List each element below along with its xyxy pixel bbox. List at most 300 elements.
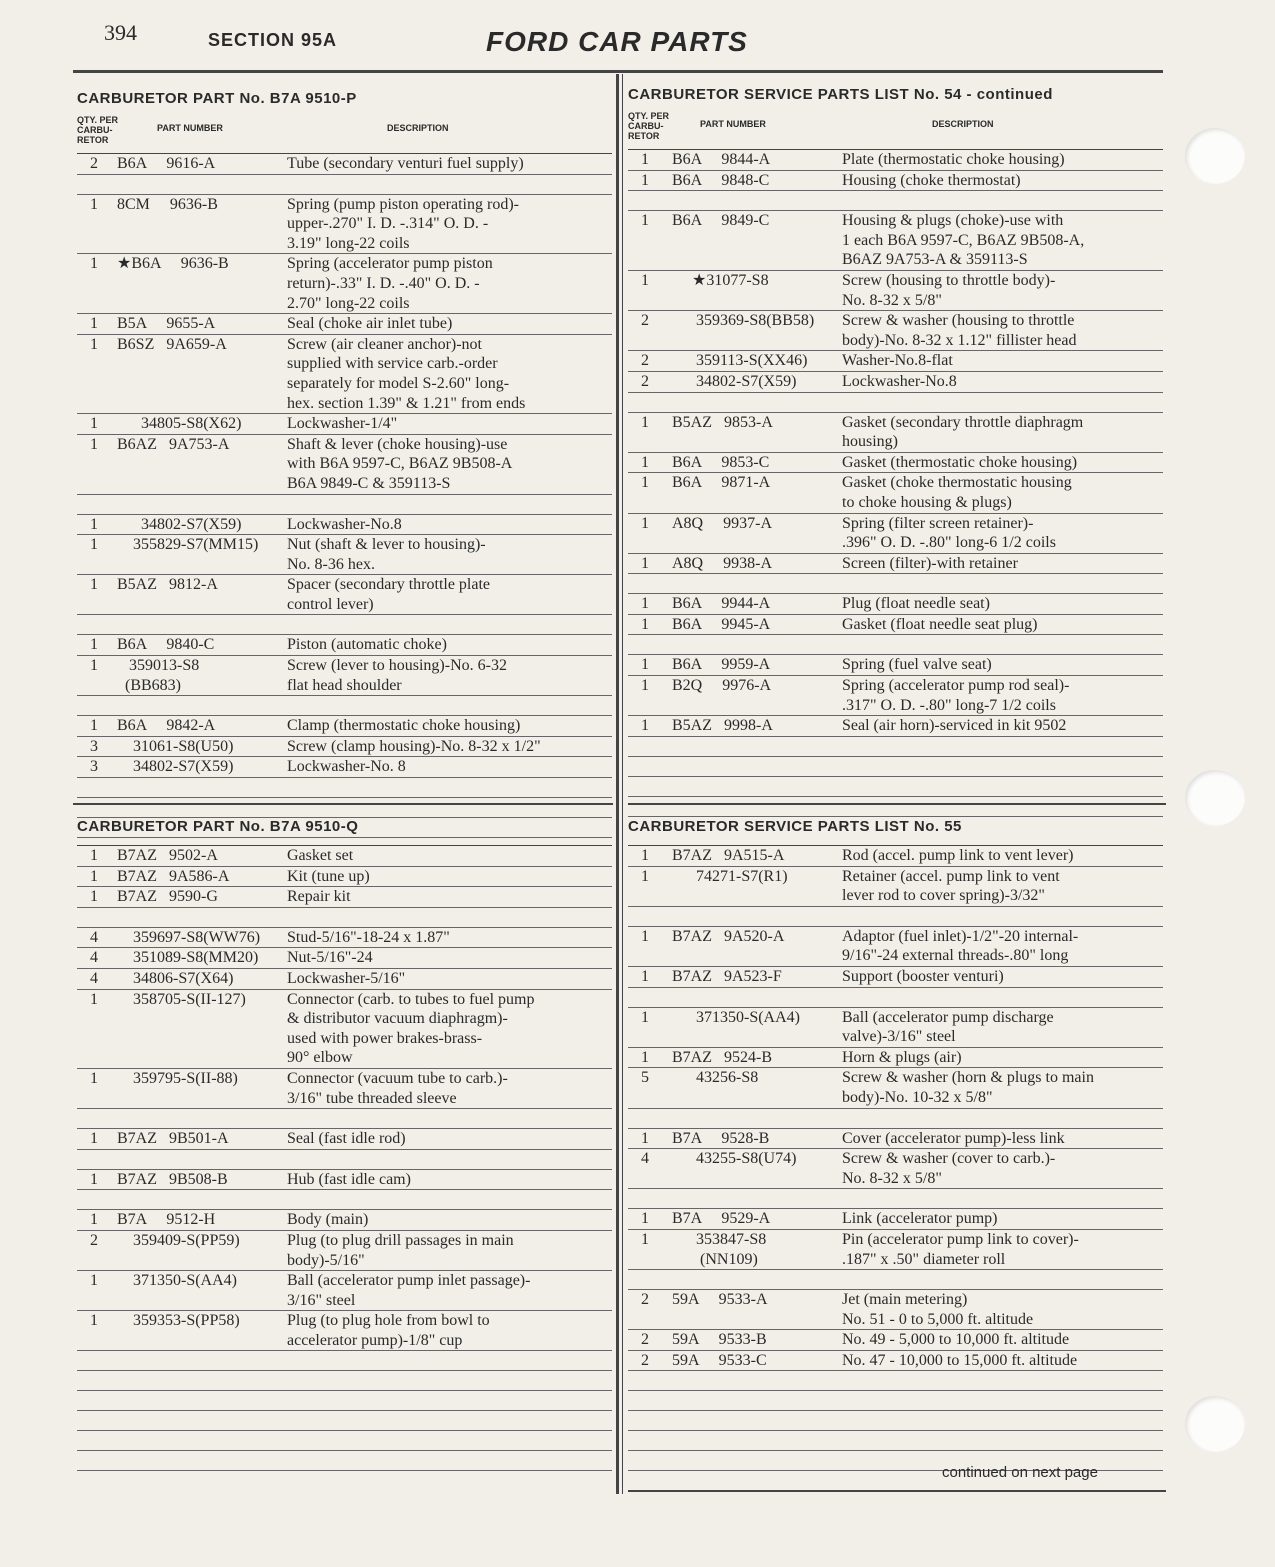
qty-cell: 1 <box>90 1312 98 1330</box>
blank-row <box>628 797 1163 817</box>
qty-cell: 1 <box>641 514 649 532</box>
part-number-cell: B6A 9849-C <box>672 212 770 230</box>
part-number-cell: B6A 9842-A <box>117 717 216 735</box>
table-row <box>77 515 612 536</box>
table-row <box>628 1330 1163 1351</box>
section-label: SECTION 95A <box>208 30 338 50</box>
qty-cell: 1 <box>641 212 649 230</box>
bottom-rule <box>628 1490 1166 1492</box>
description-cell: Clamp (thermostatic choke housing) <box>287 717 521 735</box>
binder-hole <box>1185 1396 1245 1452</box>
part-number-cell: 59A 9533-C <box>672 1351 767 1369</box>
part-number-cell: ★31077-S8 <box>672 271 769 289</box>
table-row <box>77 535 612 575</box>
part-number-cell: B6A 9945-A <box>672 615 771 633</box>
description-cell: Screw (lever to housing)-No. 6-32 flat head shoulder <box>287 657 507 694</box>
part-number-cell: 359113-S(XX46) <box>672 352 808 370</box>
table-row <box>628 1351 1163 1372</box>
qty-cell: 3 <box>90 737 98 755</box>
description-cell: Spring (fuel valve seat) <box>842 656 992 674</box>
blank-row <box>628 635 1163 655</box>
description-cell: Pin (accelerator pump link to cover)- .187" x .50" diameter roll <box>842 1230 1079 1268</box>
part-number-cell: 359353-S(PP58) <box>117 1312 240 1330</box>
table-row <box>628 1008 1163 1048</box>
table-row <box>77 757 612 778</box>
table-row <box>77 635 612 656</box>
description-cell: Screw (clamp housing)-No. 8-32 x 1/2" <box>287 737 541 755</box>
blank-row <box>628 1391 1163 1411</box>
binder-hole <box>1185 128 1245 184</box>
blank-row <box>628 777 1163 797</box>
qty-cell: 1 <box>90 990 98 1008</box>
description-cell: Screw & washer (horn & plugs to main body)-No. 10-32 x 5/8" <box>842 1069 1094 1106</box>
qty-cell: 1 <box>90 415 98 433</box>
description-cell: Lockwasher-No.8 <box>842 372 957 390</box>
qty-cell: 1 <box>90 1170 98 1188</box>
description-cell: Rod (accel. pump link to vent lever) <box>842 847 1074 864</box>
description-cell: No. 49 - 5,000 to 10,000 ft. altitude <box>842 1331 1070 1349</box>
qty-cell: 4 <box>90 928 98 946</box>
qty-cell: 1 <box>90 195 98 213</box>
part-number-cell: 43256-S8 <box>672 1069 759 1087</box>
blank-row <box>628 988 1163 1008</box>
part-number-cell: B5AZ 9998-A <box>672 717 773 735</box>
description-cell: Lockwasher-No.8 <box>287 515 402 533</box>
part-number-cell: 34802-S7(X59) <box>672 372 797 390</box>
table-row <box>77 1210 612 1231</box>
qty-cell: 1 <box>90 435 98 453</box>
table-row <box>628 473 1163 513</box>
parts-table <box>628 845 1163 1471</box>
qty-cell: 1 <box>90 867 98 885</box>
parts-table <box>77 845 612 1471</box>
qty-cell: 1 <box>90 888 98 906</box>
description-cell: Screen (filter)-with retainer <box>842 554 1018 572</box>
column-header <box>77 113 612 154</box>
part-number-cell: B6A 9944-A <box>672 595 771 613</box>
part-number-cell: B6A 9848-C <box>672 171 770 189</box>
description-cell: Shaft & lever (choke housing)-use with B6A 9597-C, B6AZ 9B508-A B6A 9849-C & 359113-S <box>287 435 513 492</box>
part-number-cell: 359409-S(PP59) <box>117 1231 240 1249</box>
qty-cell: 1 <box>641 1230 649 1248</box>
table-row <box>628 655 1163 676</box>
table-row <box>77 948 612 969</box>
blank-row <box>628 1189 1163 1209</box>
description-cell: Retainer (accel. pump link to vent lever rod to cover spring)-3/32" <box>842 867 1060 905</box>
blank-row <box>628 907 1163 927</box>
part-number-cell: 359697-S8(WW76) <box>117 928 261 946</box>
part-number-cell: B7AZ 9A523-F <box>672 967 782 985</box>
description-cell: Body (main) <box>287 1211 369 1229</box>
description-cell: Link (accelerator pump) <box>842 1210 998 1228</box>
description-cell: Gasket (choke thermostatic housing to choke housing & plugs) <box>842 474 1072 511</box>
part-number-cell: B6A 9853-C <box>672 453 770 471</box>
binder-hole <box>1185 770 1245 826</box>
description-cell: Plug (to plug hole from bowl to accelerator pump)-1/8" cup <box>287 1312 490 1349</box>
part-number-cell: B6A 9959-A <box>672 656 771 674</box>
qty-cell: 1 <box>90 315 98 333</box>
blank-row <box>628 1411 1163 1431</box>
part-number-cell: B7AZ 9502-A <box>117 847 218 864</box>
table-row <box>628 676 1163 716</box>
blank-row <box>77 175 612 195</box>
part-number-cell: B7A 9528-B <box>672 1129 770 1147</box>
description-cell: Piston (automatic choke) <box>287 636 447 654</box>
blank-row <box>628 1371 1163 1391</box>
part-number-cell: 355829-S7(MM15) <box>117 536 259 554</box>
table-row <box>628 1230 1163 1270</box>
description-cell: Lockwasher-No. 8 <box>287 758 406 776</box>
description-cell: Ball (accelerator pump inlet passage)- 3/16" steel <box>287 1272 531 1309</box>
qty-cell: 1 <box>641 413 649 431</box>
part-number-cell: 359013-S8 (BB683) <box>125 657 200 694</box>
qty-cell: 1 <box>641 927 649 945</box>
description-cell: Connector (vacuum tube to carb.)- 3/16" tube threaded sleeve <box>287 1069 508 1107</box>
qty-cell: 2 <box>641 1291 649 1309</box>
description-cell: Seal (air horn)-serviced in kit 9502 <box>842 717 1067 735</box>
page-title: FORD CAR PARTS <box>486 26 748 57</box>
table-row <box>77 928 612 949</box>
part-number-header: PART NUMBER <box>157 123 223 133</box>
part-number-cell: 31061-S8(U50) <box>117 737 234 755</box>
description-cell: Nut (shaft & lever to housing)- No. 8-36 hex. <box>287 536 486 573</box>
table-row <box>77 887 612 908</box>
qty-cell: 1 <box>90 536 98 554</box>
blank-row <box>77 615 612 635</box>
qty-cell: 1 <box>641 453 649 471</box>
part-number-cell: B6A 9616-A <box>117 155 216 172</box>
part-number-cell: 371350-S(AA4) <box>117 1272 237 1290</box>
qty-cell: 1 <box>90 515 98 533</box>
qty-header: QTY. PER CARBU- RETOR <box>77 115 119 145</box>
table-row <box>77 1170 612 1191</box>
qty-cell: 1 <box>90 657 98 675</box>
blank-row <box>628 393 1163 413</box>
description-cell: Screw (housing to throttle body)- No. 8-32 x 5/8" <box>842 271 1056 309</box>
qty-cell: 1 <box>641 554 649 572</box>
qty-cell: 2 <box>641 1351 649 1369</box>
qty-cell: 1 <box>90 1130 98 1148</box>
part-number-cell: B6AZ 9A753-A <box>117 435 230 453</box>
table-row <box>628 1129 1163 1150</box>
qty-cell: 2 <box>90 1231 98 1249</box>
description-cell: Ball (accelerator pump discharge valve)-3/16" steel <box>842 1008 1054 1046</box>
table-row <box>77 1069 612 1109</box>
description-cell: Horn & plugs (air) <box>842 1048 962 1066</box>
qty-cell: 1 <box>90 636 98 654</box>
description-cell: Screw & washer (housing to throttle body)-No. 8-32 x 1.12" fillister head <box>842 312 1077 349</box>
section-title: CARBURETOR SERVICE PARTS LIST No. 55 <box>628 818 962 835</box>
description-cell: Nut-5/16"-24 <box>287 949 373 967</box>
table-row <box>77 716 612 737</box>
part-number-cell: B7AZ 9A520-A <box>672 927 785 945</box>
table-row <box>628 615 1163 636</box>
description-cell: Spring (accelerator pump rod seal)- .317" O. D. -.80" long-7 1/2 coils <box>842 677 1070 714</box>
blank-row <box>77 1391 612 1411</box>
blank-row <box>628 191 1163 211</box>
page-number: 394 <box>104 20 137 45</box>
description-cell: Spring (pump piston operating rod)- upper-.270" I. D. -.314" O. D. - 3.19" long-22 coils <box>287 195 519 252</box>
qty-cell: 1 <box>641 867 649 885</box>
table-row <box>628 171 1163 192</box>
description-cell: Tube (secondary venturi fuel supply) <box>287 155 524 172</box>
description-cell: Repair kit <box>287 888 351 906</box>
part-number-cell: ★B6A 9636-B <box>117 255 229 273</box>
part-number-cell: B7AZ 9B508-B <box>117 1170 228 1188</box>
description-header: DESCRIPTION <box>932 119 994 129</box>
part-number-cell: 358705-S(II-127) <box>117 990 246 1008</box>
description-cell: No. 47 - 10,000 to 15,000 ft. altitude <box>842 1351 1078 1369</box>
blank-row <box>77 778 612 798</box>
description-cell: Stud-5/16"-18-24 x 1.87" <box>287 928 450 946</box>
description-cell: Hub (fast idle cam) <box>287 1170 411 1188</box>
qty-cell: 2 <box>90 155 98 172</box>
description-cell: Jet (main metering) No. 51 - 0 to 5,000 ft. altitude <box>842 1291 1034 1328</box>
blank-row <box>77 1371 612 1391</box>
table-row <box>77 656 612 696</box>
table-row <box>628 927 1163 967</box>
description-cell: Gasket set <box>287 847 354 864</box>
part-number-cell: 34802-S7(X59) <box>117 515 242 533</box>
table-row <box>77 969 612 990</box>
table-row <box>77 254 612 314</box>
qty-cell: 1 <box>641 595 649 613</box>
qty-cell: 1 <box>641 717 649 735</box>
description-cell: Kit (tune up) <box>287 867 370 885</box>
qty-cell: 1 <box>641 474 649 492</box>
blank-row <box>77 1351 612 1371</box>
qty-cell: 1 <box>641 1048 649 1066</box>
blank-row <box>77 798 612 818</box>
description-cell: Support (booster venturi) <box>842 967 1004 985</box>
part-number-cell: 351089-S8(MM20) <box>117 949 259 967</box>
description-cell: Connector (carb. to tubes to fuel pump & distributor vacuum diaphragm)- used with power brakes-brass- 90° elbow <box>287 990 535 1067</box>
table-row <box>628 1290 1163 1330</box>
part-number-cell: B2Q 9976-A <box>672 677 772 695</box>
qty-cell: 1 <box>90 717 98 735</box>
description-cell: Plug (to plug drill passages in main body)-5/16" <box>287 1231 514 1269</box>
table-row <box>628 554 1163 575</box>
qty-cell: 4 <box>90 969 98 987</box>
table-row <box>77 435 612 495</box>
parts-table <box>77 154 612 838</box>
part-number-cell: 34806-S7(X64) <box>117 969 234 987</box>
description-cell: Seal (choke air inlet tube) <box>287 315 453 333</box>
table-row <box>77 737 612 758</box>
qty-cell: 1 <box>90 847 98 864</box>
qty-cell: 1 <box>641 271 649 289</box>
table-row <box>77 1311 612 1351</box>
part-number-cell: B7AZ 9A586-A <box>117 867 230 885</box>
part-number-cell: B6A 9840-C <box>117 636 215 654</box>
qty-cell: 2 <box>641 352 649 370</box>
part-number-cell: 353847-S8 (NN109) <box>696 1230 767 1268</box>
qty-cell: 1 <box>641 677 649 695</box>
table-row <box>628 867 1163 907</box>
part-number-cell: 8CM 9636-B <box>117 195 218 213</box>
part-number-cell: 74271-S7(R1) <box>672 867 788 885</box>
blank-row <box>77 1109 612 1129</box>
table-row <box>77 1231 612 1271</box>
table-row <box>628 211 1163 271</box>
part-number-cell: B7AZ 9B501-A <box>117 1130 229 1148</box>
table-row <box>628 1048 1163 1069</box>
part-number-cell: 359369-S8(BB58) <box>672 312 815 330</box>
part-number-cell: 59A 9533-A <box>672 1291 768 1309</box>
table-row <box>628 846 1163 867</box>
qty-cell: 1 <box>641 171 649 189</box>
section-title: CARBURETOR PART No. B7A 9510-Q <box>77 818 359 835</box>
part-number-cell: A8Q 9938-A <box>672 554 772 572</box>
table-row <box>77 1271 612 1311</box>
continued-note: continued on next page <box>942 1464 1098 1481</box>
part-number-cell: 359795-S(II-88) <box>117 1069 238 1087</box>
part-number-cell: B7AZ 9524-B <box>672 1048 772 1066</box>
part-number-cell: B5AZ 9812-A <box>117 576 218 594</box>
table-row <box>77 414 612 435</box>
blank-row <box>77 1431 612 1451</box>
qty-cell: 4 <box>641 1150 649 1168</box>
part-number-cell: 34805-S8(X62) <box>117 415 242 433</box>
qty-cell: 1 <box>90 335 98 353</box>
table-row <box>77 575 612 615</box>
blank-row <box>77 495 612 515</box>
qty-cell: 2 <box>641 312 649 330</box>
section-title: CARBURETOR PART No. B7A 9510-P <box>77 90 357 107</box>
description-cell: Plug (float needle seat) <box>842 595 990 613</box>
qty-cell: 1 <box>641 1129 649 1147</box>
description-cell: Screw (air cleaner anchor)-not supplied with service carb.-order separately for model S-2.60" long- hex. section 1.39" & 1.21" from ends <box>287 335 526 412</box>
part-number-cell: A8Q 9937-A <box>672 514 772 532</box>
part-number-cell: 59A 9533-B <box>672 1331 767 1349</box>
qty-cell: 2 <box>641 372 649 390</box>
table-row <box>77 990 612 1069</box>
table-row <box>628 594 1163 615</box>
description-cell: Plate (thermostatic choke housing) <box>842 151 1065 168</box>
binder-holes <box>1175 0 1275 1567</box>
qty-cell: 1 <box>641 151 649 168</box>
part-number-cell: B7A 9529-A <box>672 1210 771 1228</box>
table-row <box>628 967 1163 988</box>
blank-row <box>628 1109 1163 1129</box>
description-cell: Housing (choke thermostat) <box>842 171 1021 189</box>
blank-row <box>77 1451 612 1471</box>
table-row <box>628 514 1163 554</box>
qty-cell: 1 <box>90 576 98 594</box>
blank-row <box>628 737 1163 757</box>
table-row <box>628 372 1163 393</box>
part-number-cell: 34802-S7(X59) <box>117 758 234 776</box>
part-number-cell: B6SZ 9A659-A <box>117 335 227 353</box>
qty-cell: 1 <box>641 615 649 633</box>
blank-row <box>77 908 612 928</box>
part-number-cell: 371350-S(AA4) <box>672 1008 800 1026</box>
description-header: DESCRIPTION <box>387 123 449 133</box>
qty-cell: 1 <box>641 1210 649 1228</box>
section-service-list-54 <box>628 86 1163 817</box>
blank-row <box>77 1150 612 1170</box>
blank-row <box>628 574 1163 594</box>
blank-row <box>77 1411 612 1431</box>
blank-row <box>628 1270 1163 1290</box>
qty-cell: 2 <box>641 1331 649 1349</box>
qty-cell: 3 <box>90 758 98 776</box>
description-cell: Gasket (float needle seat plug) <box>842 615 1038 633</box>
table-row <box>628 716 1163 737</box>
qty-cell: 1 <box>641 656 649 674</box>
description-cell: Adaptor (fuel inlet)-1/2"-20 internal- 9/16"-24 external threads-.80" long <box>842 927 1079 965</box>
part-number-cell: B5A 9655-A <box>117 315 216 333</box>
qty-cell: 1 <box>90 1069 98 1087</box>
description-cell: Spring (filter screen retainer)- .396" O. D. -.80" long-6 1/2 coils <box>842 514 1056 552</box>
part-number-cell: B7AZ 9A515-A <box>672 847 785 864</box>
description-cell: Housing & plugs (choke)-use with 1 each B6A 9597-C, B6AZ 9B508-A, B6AZ 9A753-A & 359113-S <box>842 212 1085 269</box>
description-cell: Gasket (secondary throttle diaphragm housing) <box>842 413 1084 451</box>
description-cell: Screw & washer (cover to carb.)- No. 8-32 x 5/8" <box>842 1150 1056 1187</box>
qty-cell: 1 <box>641 847 649 864</box>
description-cell: Spring (accelerator pump piston return)-.33" I. D. -.40" O. D. - 2.70" long-22 coils <box>287 255 493 312</box>
table-row <box>628 1068 1163 1108</box>
section-b7a-9510-q <box>77 818 612 1471</box>
section-service-list-55 <box>628 818 1163 1471</box>
blank-row <box>77 696 612 716</box>
top-rule <box>73 70 1163 73</box>
part-number-cell: B5AZ 9853-A <box>672 413 773 431</box>
table-row <box>77 154 612 175</box>
parts-table <box>628 150 1163 817</box>
table-row <box>628 453 1163 474</box>
column-divider <box>616 74 619 1494</box>
description-cell: Gasket (thermostatic choke housing) <box>842 453 1078 471</box>
section-title: CARBURETOR SERVICE PARTS LIST No. 54 - continued <box>628 86 1053 103</box>
qty-cell: 1 <box>641 967 649 985</box>
part-number-cell: B7A 9512-H <box>117 1211 216 1229</box>
part-number-header: PART NUMBER <box>700 119 766 129</box>
qty-header: QTY. PER CARBU- RETOR <box>628 111 670 141</box>
table-row <box>628 150 1163 171</box>
part-number-cell: B6A 9844-A <box>672 151 771 168</box>
description-cell: Lockwasher-1/4" <box>287 415 398 433</box>
part-number-cell: B7AZ 9590-G <box>117 888 218 906</box>
qty-cell: 1 <box>641 1008 649 1026</box>
table-row <box>77 867 612 888</box>
part-number-cell: B6A 9871-A <box>672 474 771 492</box>
table-row <box>628 1149 1163 1189</box>
table-row <box>628 271 1163 311</box>
column-divider-thin <box>622 74 623 1494</box>
blank-row <box>628 757 1163 777</box>
section-b7a-9510-p <box>77 90 612 838</box>
description-cell: Spacer (secondary throttle plate control lever) <box>287 576 491 613</box>
description-cell: Seal (fast idle rod) <box>287 1130 406 1148</box>
table-row <box>77 314 612 335</box>
table-row <box>628 1209 1163 1230</box>
description-cell: Lockwasher-5/16" <box>287 969 406 987</box>
table-row <box>77 846 612 867</box>
column-header <box>628 109 1163 150</box>
qty-cell: 1 <box>90 255 98 273</box>
description-cell: Washer-No.8-flat <box>842 352 953 370</box>
qty-cell: 4 <box>90 949 98 967</box>
table-row <box>628 413 1163 453</box>
table-row <box>628 311 1163 351</box>
blank-row <box>77 1190 612 1210</box>
qty-cell: 1 <box>90 1211 98 1229</box>
table-row <box>77 335 612 414</box>
description-cell: Cover (accelerator pump)-less link <box>842 1129 1065 1147</box>
qty-cell: 5 <box>641 1069 649 1087</box>
table-row <box>77 195 612 255</box>
